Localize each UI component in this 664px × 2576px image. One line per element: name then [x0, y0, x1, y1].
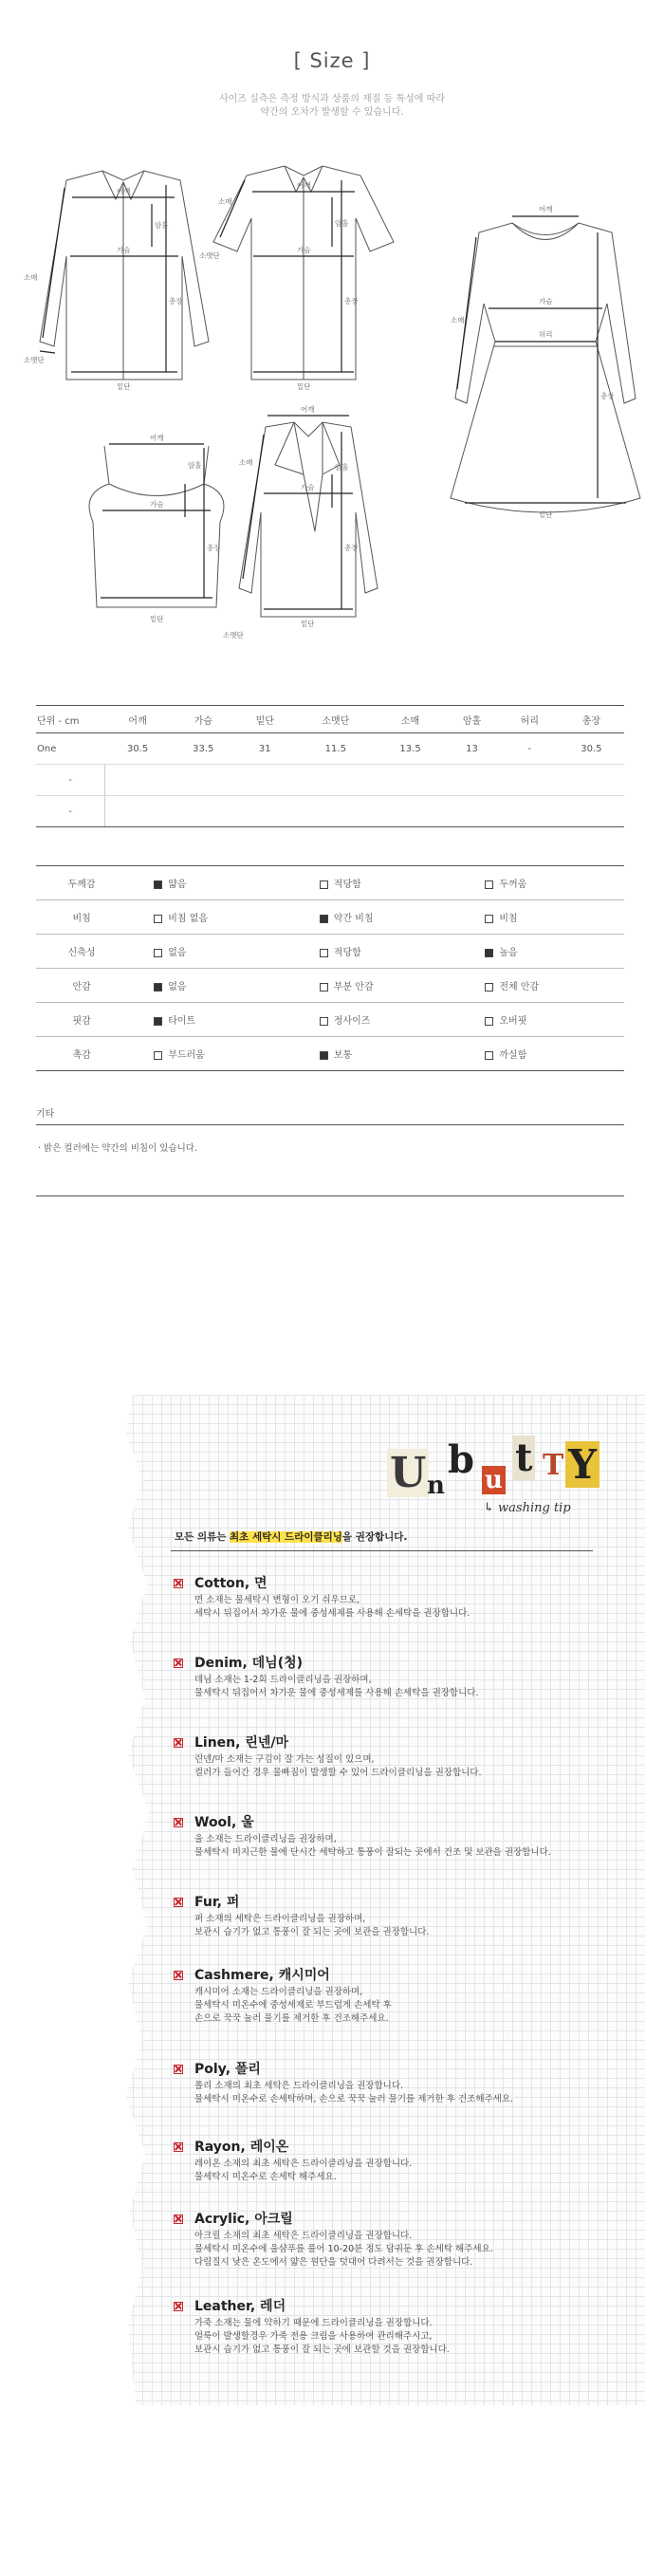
care-item: [194, 1812, 612, 1860]
care-item-text: 물세탁시 미온수에 중성세제로 부드럽게 손세탁 후: [194, 2000, 392, 2011]
care-item-text: 면 소재는 물세탁시 변형이 오기 쉬우므로,: [194, 1595, 360, 1605]
table-cell: 30.5: [559, 733, 624, 765]
logo-letter: n: [427, 1472, 445, 1500]
care-item-text: 폴리 소재의 최초 세탁은 드라이클리닝을 권장합니다.: [194, 2081, 404, 2091]
care-item-text: 물세탁시 미지근한 물에 단시간 세탁하고 통풍이 잘되는 곳에서 건조 및 보관을 권장합니다.: [194, 1847, 551, 1858]
header-chest: 가슴: [194, 715, 212, 727]
cross-box-icon: [174, 1898, 183, 1907]
unchecked-box-icon: [320, 949, 328, 957]
fabric-row: [36, 900, 624, 935]
care-item-text: 얼룩이 발생할경우 가죽 전용 크림을 사용하여 관리해주시고,: [194, 2331, 433, 2342]
etc-note: · 밝은 컬러에는 약간의 비침이 있습니다.: [38, 1143, 197, 1154]
care-item-title: Leather, 레더: [194, 2299, 286, 2314]
logo-letter: T: [543, 1449, 564, 1482]
care-item-text: 다림질시 낮은 온도에서 얇은 원단을 덧대어 다려서는 것을 권장합니다.: [194, 2257, 473, 2268]
label-armhole: 암홀: [335, 219, 349, 228]
fabric-option: [458, 935, 624, 969]
fabric-category: 촉감: [72, 1050, 91, 1061]
table-cell-empty: [105, 796, 625, 827]
fabric-option: [127, 866, 293, 900]
care-item-title: Poly, 폴리: [194, 2062, 261, 2077]
table-row: [36, 733, 624, 765]
cross-box-icon: [174, 1738, 183, 1748]
unchecked-box-icon: [485, 983, 493, 991]
torn-paper-edge: [90, 1395, 166, 2405]
care-item-text: 물세탁시 미온수로 손세탁하며, 손으로 꾹꾹 눌러 물기를 제거한 후 건조해주세요.: [194, 2094, 514, 2104]
fabric-option-label: 부분 안감: [333, 982, 374, 992]
unchecked-box-icon: [485, 1017, 493, 1026]
intro-text: 을 권장합니다.: [341, 1531, 408, 1543]
care-item-title: Cotton, 면: [194, 1576, 267, 1591]
cross-box-icon: [174, 2065, 183, 2074]
unchecked-box-icon: [154, 949, 162, 957]
checked-box-icon: [320, 1051, 328, 1060]
checked-box-icon: [154, 983, 162, 991]
care-item-title: Fur, 퍼: [194, 1895, 240, 1910]
care-item-text: 캐시미어 소재는 드라이클리닝을 권장하며,: [194, 1987, 363, 1997]
fabric-option: [458, 1037, 624, 1071]
label-hem: 밑단: [301, 620, 315, 628]
label-length: 총장: [344, 544, 359, 552]
unchecked-box-icon: [485, 1051, 493, 1060]
size-notice-line: 사이즈 실측은 측정 방식과 상품의 재질 등 특성에 따라: [219, 94, 445, 104]
cross-box-icon: [174, 1818, 183, 1827]
cross-box-icon: [174, 2215, 183, 2224]
washing-tip-caption: [484, 1501, 571, 1515]
care-item-text: 보관시 습기가 없고 통풍이 잘 되는 곳에 보관을 권장합니다.: [194, 1927, 430, 1937]
cross-box-icon: [174, 2302, 183, 2311]
fabric-option-label: 까실함: [499, 1050, 527, 1061]
label-shoulder: 어깨: [297, 181, 311, 190]
cross-box-icon: [174, 2142, 183, 2152]
divider: [36, 1195, 624, 1196]
table-cell: 31: [236, 733, 294, 765]
table-cell: 33.5: [171, 733, 236, 765]
divider: [171, 1550, 593, 1551]
header-armhole: 암홀: [462, 715, 482, 727]
care-item-text: 컬러가 들어간 경우 물빠짐이 발생할 수 있어 드라이클리닝을 권장합니다.: [194, 1768, 482, 1778]
label-sleeve: 소매: [218, 197, 232, 206]
label-chest: 가슴: [301, 483, 315, 491]
table-cell-empty: [105, 765, 625, 796]
care-item-text: 아크릴 소재의 최초 세탁은 드라이클리닝을 권장합니다.: [194, 2231, 413, 2241]
label-shoulder: 어깨: [539, 205, 553, 213]
unchecked-box-icon: [485, 880, 493, 889]
label-length: 총장: [344, 297, 359, 306]
fabric-category: 안감: [72, 982, 91, 992]
header-waist: 허리: [520, 715, 539, 727]
fabric-option: [127, 935, 293, 969]
header-unit: 단위 - cm: [37, 715, 80, 727]
care-item-text: 물세탁시 뒤집어서 차가운 물에 중성세제를 사용해 손세탁을 권장합니다.: [194, 1688, 479, 1698]
fabric-category: 두께감: [67, 880, 96, 890]
fabric-option-label: 없음: [168, 982, 187, 992]
care-item-text: 보관시 습기가 없고 통풍이 잘 되는 곳에 보관할 것을 권장합니다.: [194, 2344, 450, 2355]
fabric-option-label: 타이트: [168, 1016, 196, 1027]
care-item-text: 손으로 꾹꾹 눌러 물기를 제거한 후 건조해주세요.: [194, 2013, 389, 2024]
unchecked-box-icon: [154, 915, 162, 923]
blazer-illustration: [239, 422, 378, 617]
fabric-option: [293, 900, 459, 935]
table-cell: 11.5: [294, 733, 378, 765]
label-sleeve: 소매: [239, 458, 253, 467]
label-length: 총장: [169, 297, 183, 306]
fabric-option: [293, 1003, 459, 1037]
fabric-category: 핏감: [72, 1016, 91, 1027]
washing-tip-label: washing tip: [498, 1501, 571, 1515]
fabric-row: [36, 935, 624, 969]
label-sleeve: 소매: [451, 316, 465, 324]
care-item-title: Wool, 울: [194, 1815, 254, 1830]
label-waist: 허리: [539, 330, 553, 339]
care-item-text: 가죽 소재는 물에 약하기 때문에 드라이클리닝을 권장합니다.: [194, 2318, 433, 2328]
header-cuff: 소맷단: [322, 715, 350, 727]
shirt-long-sleeve-illustration: [40, 171, 209, 380]
checked-box-icon: [154, 880, 162, 889]
unchecked-box-icon: [320, 983, 328, 991]
unchecked-box-icon: [320, 880, 328, 889]
size-notice: [0, 93, 664, 120]
table-cell: -: [501, 733, 559, 765]
intro-highlight: 최초 세탁시 드라이클리닝: [230, 1531, 342, 1543]
checked-box-icon: [154, 1017, 162, 1026]
table-cell: 13.5: [378, 733, 443, 765]
logo-letter: Y: [565, 1441, 599, 1488]
unchecked-box-icon: [485, 915, 493, 923]
fabric-row: [36, 1003, 624, 1037]
header-sleeve: 소매: [400, 715, 420, 727]
label-length: 총장: [207, 544, 221, 552]
label-cuff: 소맷단: [223, 631, 244, 639]
fabric-info-table: [36, 865, 624, 1071]
fabric-option: [458, 1003, 624, 1037]
size-name: -: [36, 765, 105, 796]
size-name: One: [36, 733, 105, 765]
fabric-option-label: 보통: [333, 1050, 353, 1061]
table-cell: 13: [443, 733, 501, 765]
header-shoulder: 어깨: [128, 715, 147, 727]
care-item-text: 퍼 소재의 세탁은 드라이클리닝을 권장하며,: [194, 1914, 366, 1924]
fabric-option: [127, 969, 293, 1003]
fabric-option: [293, 969, 459, 1003]
size-notice-line: 약간의 오차가 발생할 수 있습니다.: [260, 107, 404, 118]
care-item-text: 물세탁시 미온수로 손세탁 해주세요.: [194, 2172, 337, 2182]
care-item-text: 레이온 소재의 최초 세탁은 드라이클리닝을 권장합니다.: [194, 2159, 413, 2169]
label-shoulder: 어깨: [117, 187, 131, 195]
label-armhole: 암홀: [188, 461, 202, 470]
header-hem: 밑단: [255, 715, 274, 727]
label-hem: 밑단: [297, 382, 311, 391]
curved-arrow-icon: ↳: [484, 1501, 499, 1515]
care-item: [194, 2209, 612, 2270]
logo-letter: t: [512, 1436, 535, 1480]
fabric-option-label: 전체 안감: [499, 982, 540, 992]
shirt-short-sleeve-illustration: [213, 166, 394, 380]
etc-title: 기타: [36, 1109, 55, 1120]
washing-intro: [175, 1529, 407, 1544]
label-cuff: 소맷단: [199, 251, 220, 260]
unchecked-box-icon: [320, 1017, 328, 1026]
care-item: [194, 2296, 612, 2357]
fabric-option-label: 적당함: [333, 880, 361, 890]
fabric-option-label: 비침 없음: [168, 914, 209, 924]
size-table: [36, 705, 624, 827]
label-hem: 밑단: [150, 615, 164, 623]
fabric-option: [293, 1037, 459, 1071]
checked-box-icon: [320, 915, 328, 923]
label-cuff: 소맷단: [24, 356, 45, 364]
label-hem: 밑단: [117, 382, 131, 391]
fabric-category: 신축성: [67, 948, 96, 958]
care-item-title: Cashmere, 캐시미어: [194, 1968, 330, 1983]
fabric-option-label: 부드러움: [168, 1050, 205, 1061]
logo-letter: b: [448, 1437, 474, 1482]
table-cell: 30.5: [105, 733, 171, 765]
fabric-option: [127, 1037, 293, 1071]
fabric-option: [458, 900, 624, 935]
care-item: [194, 1965, 612, 2026]
care-item: [194, 2059, 612, 2106]
fabric-option: [127, 1003, 293, 1037]
page-title: [ Size ]: [293, 49, 371, 72]
care-item-title: Acrylic, 아크릴: [194, 2212, 293, 2227]
care-item: [194, 1733, 612, 1780]
fabric-row: [36, 969, 624, 1003]
label-chest: 가슴: [297, 246, 311, 254]
table-row: [36, 796, 624, 827]
care-item-text: 울 소재는 드라이클리닝을 권장하며,: [194, 1834, 337, 1844]
header-length: 총장: [581, 715, 601, 727]
fabric-category: 비침: [72, 914, 91, 924]
fabric-option: [293, 866, 459, 900]
fabric-option: [293, 935, 459, 969]
fabric-row: [36, 1037, 624, 1071]
intro-text: 모든 의류는: [175, 1531, 231, 1543]
table-row: [36, 765, 624, 796]
label-chest: 가슴: [117, 246, 131, 254]
care-item: [194, 1892, 612, 1939]
logo-letter: u: [482, 1466, 506, 1494]
fabric-option-label: 두꺼움: [499, 880, 527, 890]
fabric-row: [36, 866, 624, 900]
label-shoulder: 어깨: [301, 405, 315, 414]
care-item-title: Linen, 린넨/마: [194, 1735, 289, 1751]
checked-box-icon: [485, 949, 493, 957]
fabric-option-label: 오버핏: [499, 1016, 527, 1027]
logo-letter: U: [387, 1449, 429, 1497]
care-item-text: 세탁시 뒤집어서 차가운 물에 중성세제를 사용해 손세탁을 권장합니다.: [194, 1608, 470, 1619]
label-chest: 가슴: [539, 297, 553, 306]
care-item-text: 물세탁시 미온수에 울샴푸를 풀어 10-20분 정도 담궈둔 후 손세탁 해주세요.: [194, 2244, 493, 2254]
divider: [36, 1124, 624, 1125]
label-armhole: 암홀: [155, 221, 169, 230]
fabric-option: [458, 969, 624, 1003]
label-length: 총장: [600, 392, 615, 400]
care-item-text: 데님 소재는 1-2회 드라이클리닝을 권장하며,: [194, 1675, 372, 1685]
care-item: [194, 2137, 612, 2184]
unbutty-logo: [387, 1428, 605, 1509]
size-name: -: [36, 796, 105, 827]
fabric-option-label: 약간 비침: [333, 914, 374, 924]
unchecked-box-icon: [154, 1051, 162, 1060]
fabric-option: [127, 900, 293, 935]
label-hem: 밑단: [539, 510, 553, 519]
fabric-option-label: 비침: [499, 914, 518, 924]
care-item: [194, 1653, 612, 1700]
label-chest: 가슴: [150, 500, 164, 509]
fabric-option-label: 정사이즈: [333, 1016, 371, 1027]
cross-box-icon: [174, 1971, 183, 1980]
dress-illustration: [451, 223, 640, 512]
label-shoulder: 어깨: [150, 434, 164, 442]
care-item-title: Denim, 데님(청): [194, 1656, 304, 1671]
care-item-text: 린넨/마 소재는 구김이 잘 가는 성질이 있으며,: [194, 1754, 375, 1765]
label-sleeve: 소매: [24, 273, 38, 282]
fabric-option-label: 얇음: [168, 880, 187, 890]
fabric-option: [458, 866, 624, 900]
care-item-title: Rayon, 레이온: [194, 2140, 289, 2155]
fabric-option-label: 적당함: [333, 948, 361, 958]
cross-box-icon: [174, 1659, 183, 1668]
fabric-option-label: 높음: [499, 948, 518, 958]
fabric-option-label: 없음: [168, 948, 187, 958]
size-table-header: [36, 706, 624, 733]
label-armhole: 암홀: [335, 463, 349, 472]
garment-diagrams: [19, 152, 645, 645]
care-item: [194, 1573, 612, 1621]
cross-box-icon: [174, 1579, 183, 1588]
